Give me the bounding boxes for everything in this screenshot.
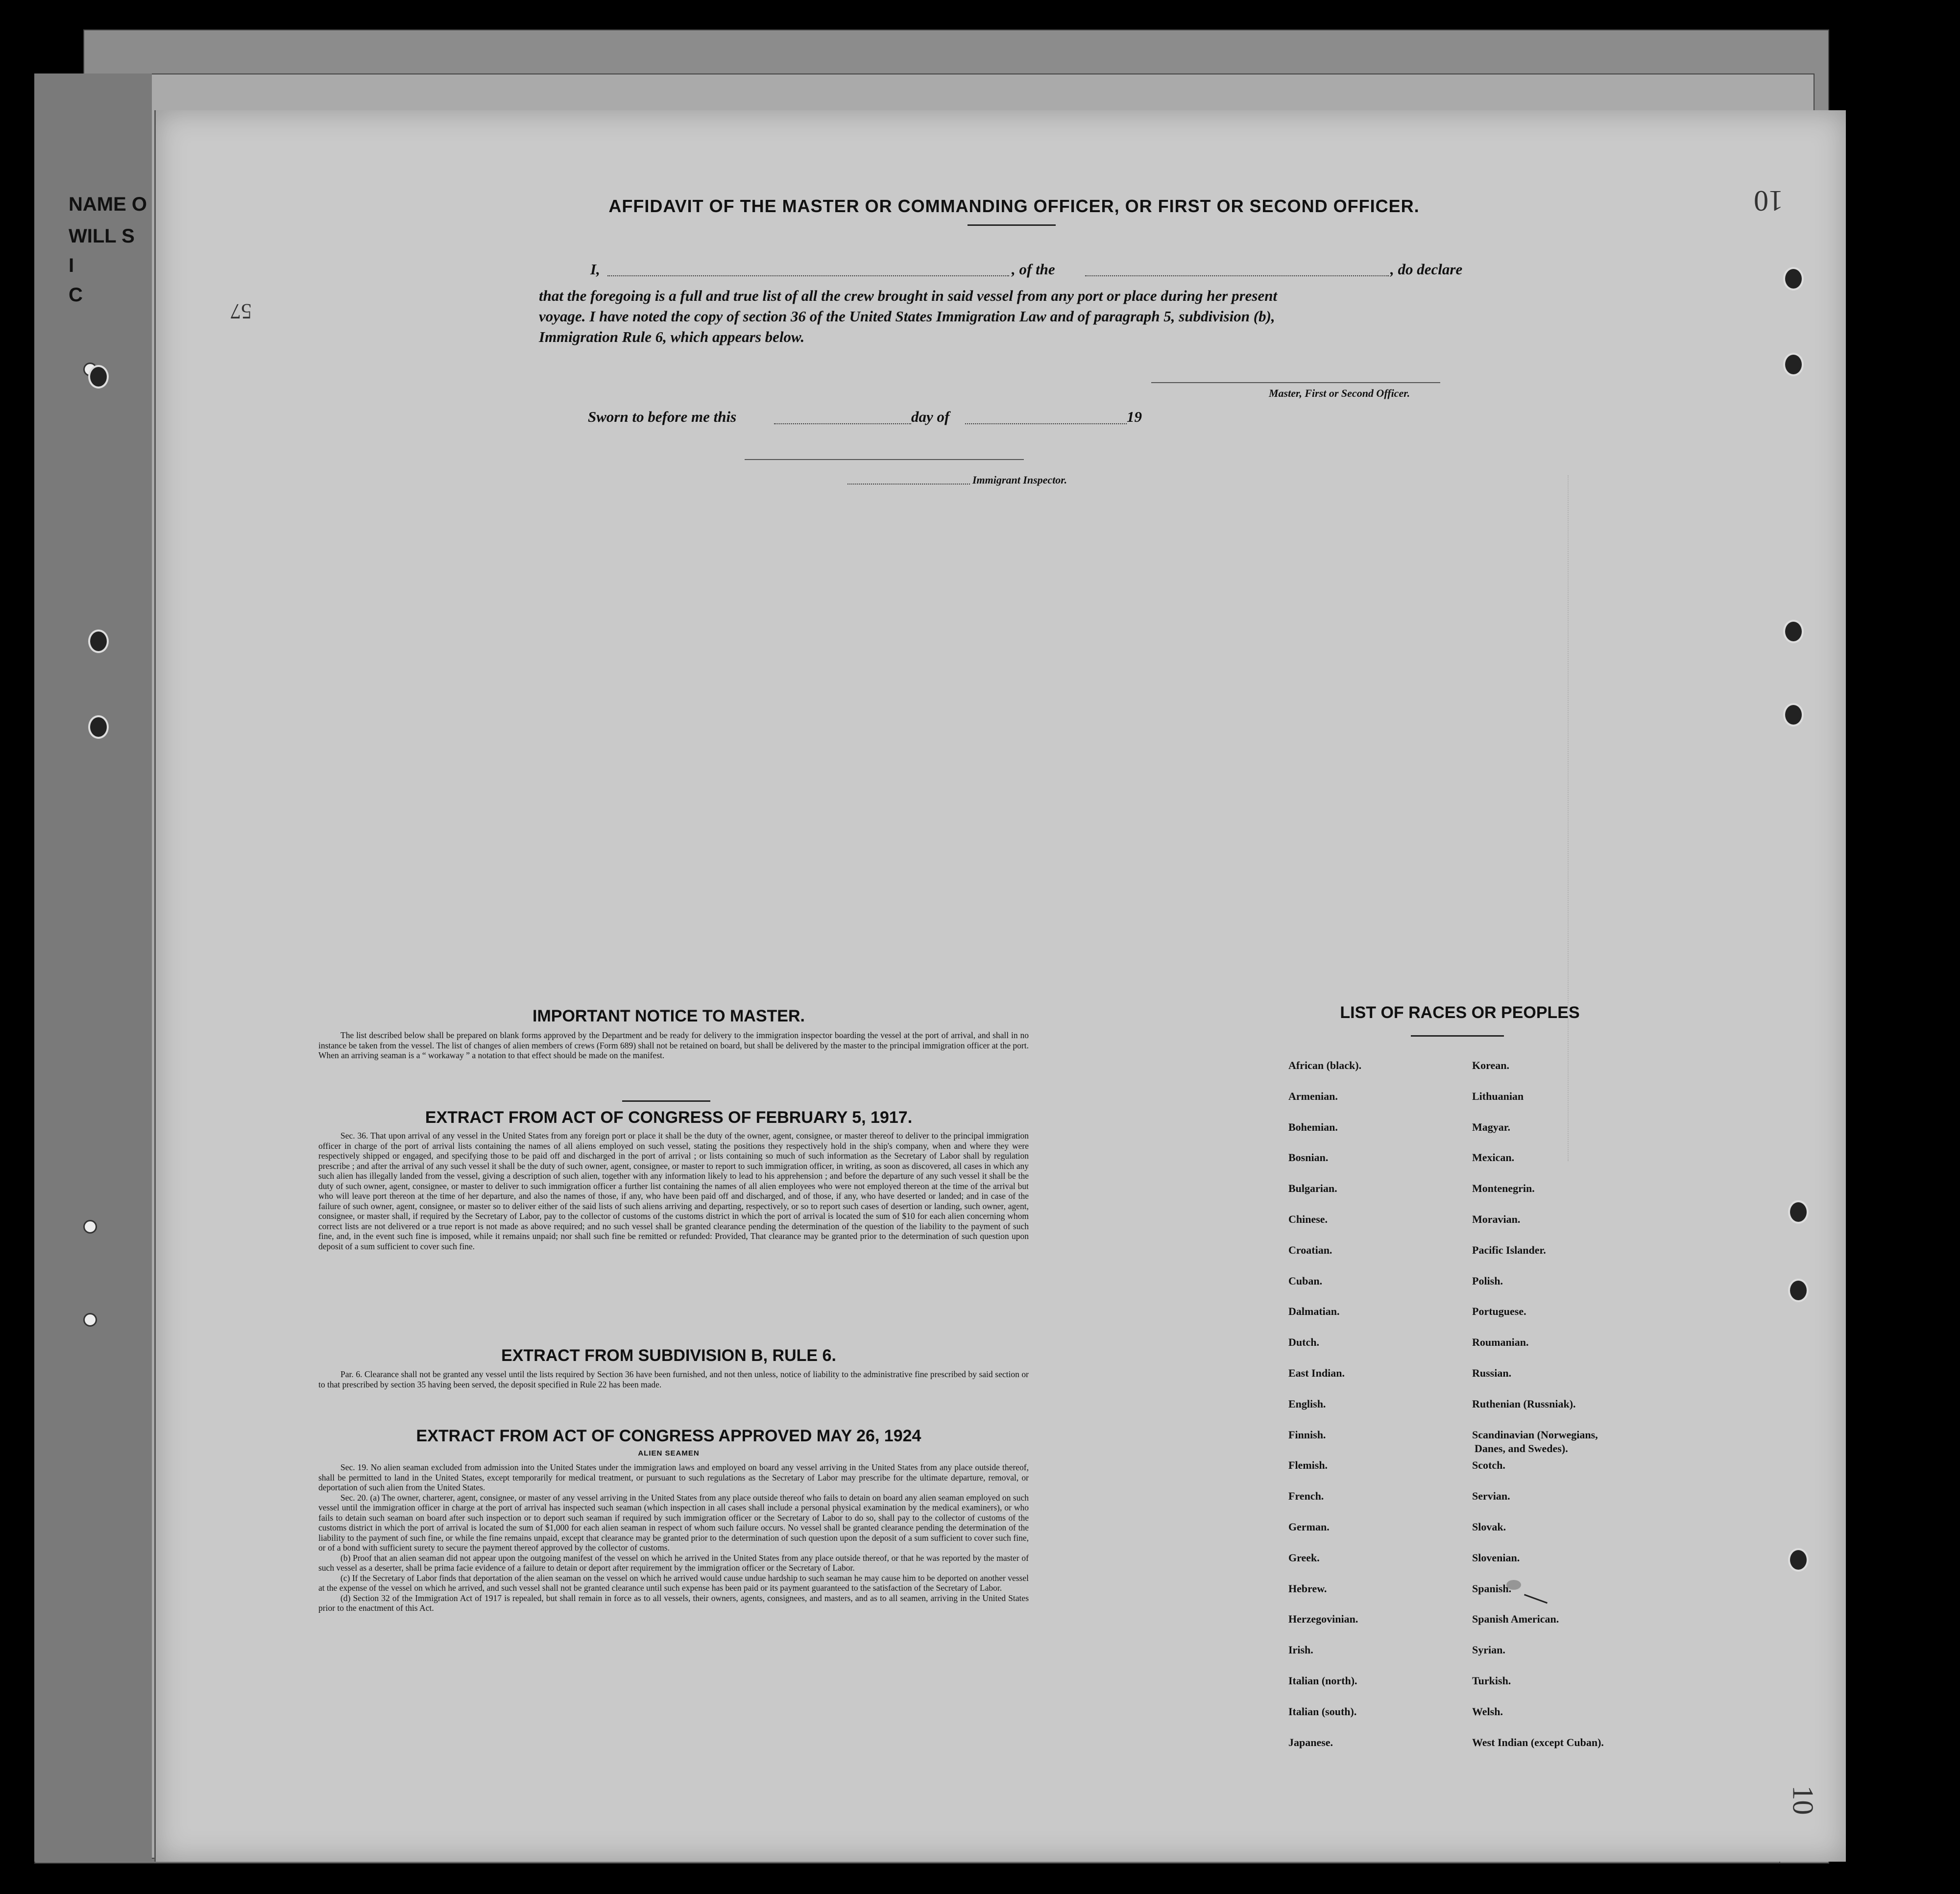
rule6-body: [318, 1369, 1029, 1389]
race-item: Magyar.: [1472, 1121, 1511, 1133]
race-item: Bosnian.: [1288, 1151, 1329, 1164]
side-number: 57: [230, 299, 252, 323]
bleed-through: [1568, 475, 1765, 1161]
race-item: Lithuanian: [1472, 1090, 1524, 1102]
inspector-caption: Immigrant Inspector.: [972, 474, 1067, 486]
race-item: Chinese.: [1288, 1213, 1328, 1225]
inspector-rule: [745, 458, 1024, 460]
section-rule: [622, 1100, 710, 1102]
race-item: Herzegovinian.: [1288, 1613, 1358, 1625]
race-item: Spanish.: [1472, 1582, 1512, 1595]
day-of-label: day of: [911, 408, 950, 425]
race-item: Bohemian.: [1288, 1121, 1338, 1133]
i-label: I,: [590, 261, 600, 278]
extract-1917-title: EXTRACT FROM ACT OF CONGRESS OF FEBRUARY 5, 1917.: [425, 1108, 913, 1127]
sec20b-text: (b) Proof that an alien seaman did not appear upon the outgoing manifest of the vessel on which he arrived in the United States from any place outside thereof, or that he was reported by the master of such vessel as a deserter, shall be prima facie evidence of a failure to detain or deport after requirement by the immigration officer or the Secretary of Labor.: [318, 1553, 1029, 1573]
rule6-text: Par. 6. Clearance shall not be granted any vessel until the lists required by Section 36 have been furnished, and not then unless, notice of liability to the administrative fine prescribed by said section or to that prescribed by section 35 having been served, the deposit specified in Rule 22 has been made.: [318, 1369, 1029, 1389]
race-item: Servian.: [1472, 1490, 1510, 1502]
race-item: Scandinavian (Norwegians,: [1472, 1429, 1598, 1441]
binder-hole: [1783, 267, 1804, 291]
race-item: African (black).: [1288, 1059, 1362, 1071]
affidavit-line-3: Immigration Rule 6, which appears below.: [539, 328, 805, 345]
extract-1924-title: EXTRACT FROM ACT OF CONGRESS APPROVED MAY 26, 1924: [416, 1427, 921, 1445]
sec20a-text: Sec. 20. (a) The owner, charterer, agent, consignee, or master of any vessel arriving in the United States from any place outside thereof who fails to detain on board any alien seaman employed on such vessel until the immigration officer in charge at the port of arrival has inspected such seaman (which inspection in all cases shall include a personal physical examination by the medical examiners), or who fails to detain such seaman on board after such inspection or to deport such seaman if required by such immigration officer or the Secretary of Labor to do so, shall pay to the collector of customs of the customs district in which the port of arrival is located the sum of $1,000 for each alien seaman in respect of whom such failure occurs. No vessel shall be granted clearance pending the determination of the liability to the payment of such fine, or while the fine remains unpaid, except that clearance may be granted prior to the determination of such question upon the deposit of a sum sufficient to cover such fine, or of a bond with sufficient surety to secure the payment thereof approved by the collector of customs.: [318, 1492, 1029, 1553]
race-item: East Indian.: [1288, 1367, 1345, 1379]
race-item: Irish.: [1288, 1644, 1313, 1656]
race-item: German.: [1288, 1521, 1330, 1533]
race-item: Cuban.: [1288, 1275, 1323, 1287]
race-item: Slovenian.: [1472, 1552, 1520, 1564]
stub-text: C: [69, 284, 83, 306]
binder-hole: [88, 715, 109, 739]
binder-hole: [1788, 1200, 1809, 1224]
race-item: Dalmatian.: [1288, 1305, 1340, 1317]
ink-smudge: [1506, 1580, 1521, 1590]
stub-text: NAME O: [69, 194, 147, 215]
inspector-signature-line[interactable]: [847, 483, 970, 485]
affidavit-line-2: voyage. I have noted the copy of section 36 of the United States Immigration Law and of paragraph 5, subdivision (b),: [539, 308, 1275, 325]
race-item: Slovak.: [1472, 1521, 1506, 1533]
race-item: Finnish.: [1288, 1429, 1326, 1441]
extract-1924-body: [318, 1462, 1029, 1613]
binder-hole: [88, 630, 109, 653]
race-item: Polish.: [1472, 1275, 1503, 1287]
races-title: LIST OF RACES OR PEOPLES: [1340, 1003, 1580, 1022]
race-item: Korean.: [1472, 1059, 1509, 1071]
extract-1917-body: [318, 1131, 1029, 1251]
affidavit-line-1: that the foregoing is a full and true list of all the crew brought in said vessel from any port or place during her present: [539, 287, 1278, 304]
race-item: Moravian.: [1472, 1213, 1521, 1225]
race-item: Welsh.: [1472, 1705, 1503, 1718]
month-blank[interactable]: [965, 422, 1127, 424]
race-item: Russian.: [1472, 1367, 1512, 1379]
races-rule: [1411, 1035, 1504, 1037]
race-item: Turkish.: [1472, 1675, 1511, 1687]
binder-hole: [83, 1313, 97, 1327]
race-item: Syrian.: [1472, 1644, 1505, 1656]
race-item: English.: [1288, 1398, 1326, 1410]
page-number: 10: [1754, 185, 1783, 217]
declare-label: , do declare: [1390, 261, 1463, 278]
race-item: Montenegrin.: [1472, 1182, 1535, 1194]
race-item: Italian (south).: [1288, 1705, 1357, 1718]
race-item: Pacific Islander.: [1472, 1244, 1546, 1256]
extract-1917-text: Sec. 36. That upon arrival of any vessel in the United States from any foreign port or place it shall be the duty of the owner, agent, consignee, or master thereof to deliver to the principal immigration officer in charge of the port of arrival lists containing the names of all aliens employed on such vessel, stating the positions they respectively hold in the ship's company, when and where they were respectively shipped or engaged, and specifying those to be paid off and discharged in the port of arrival ; or lists containing so much of such information as the Secretary of Labor shall by regulation prescribe ; and after the arrival of any such vessel it shall be the duty of such owner, agent, consignee, or master to report to such immigration officer, in writing, as soon as discovered, all cases in which any such alien has illegally landed from the vessel, giving a description of such alien, together with any information likely to lead to his apprehension ; and before the departure of any such vessel it shall be the duty of such owner, agent, consignee, or master to deliver to such immigration officer a further list containing the names of all alien employees who were not employed thereon at the time of the arrival but who will leave port thereon at the time of her departure, and also the names of those, if any, who have been paid off and discharged, and of those, if any, who have deserted or landed; and in case of the failure of such owner, agent, consignee, or master so to deliver either of the said lists of such aliens arriving and departing, respectively, or so to report such cases of desertion or landing, such owner, agent, consignee, or master shall, if required by the Secretary of Labor, pay to the collector of customs of the customs district in which the port of arrival is located the sum of $10 for each alien concerning whom correct lists are not delivered or a true report is not made as above required; and no such vessel shall be granted clearance pending the determination of the question of the liability to the payment of such fine, and, in the event such fine is imposed, while it remains unpaid; nor shall such fine be remitted or refunded: Provided, That clearance may be granted prior to the determination of such question upon deposit of a sum sufficient to cover such fine.: [318, 1131, 1029, 1251]
race-item: Italian (north).: [1288, 1675, 1357, 1687]
binder-hole: [1788, 1279, 1809, 1302]
sec20c-text: (c) If the Secretary of Labor finds that deportation of the alien seaman on the vessel on which he arrived would cause undue hardship to such seaman he may cause him to be deported on another vessel at the expense of the vessel on which he arrived, and such vessel shall not be granted clearance until such expense has been paid or its payment guaranteed to the satisfaction of the Secretary of Labor.: [318, 1573, 1029, 1593]
race-item: Dutch.: [1288, 1336, 1319, 1348]
day-blank[interactable]: [774, 422, 911, 424]
race-item: Armenian.: [1288, 1090, 1338, 1102]
sec20d-text: (d) Section 32 of the Immigration Act of 1917 is repealed, but shall remain in force as to all vessels, their owners, agents, consignees, and masters, and as to all seamen, arriving in the United States prior to the enactment of this Act.: [318, 1593, 1029, 1613]
race-item: French.: [1288, 1490, 1324, 1502]
race-item: Hebrew.: [1288, 1582, 1327, 1595]
title-rule: [968, 224, 1056, 226]
left-page-stub: [34, 73, 152, 1862]
notice-body: [318, 1030, 1029, 1061]
signature-caption: Master, First or Second Officer.: [1269, 387, 1410, 399]
binder-hole: [1788, 1548, 1809, 1572]
race-item: Portuguese.: [1472, 1305, 1526, 1317]
race-item: Spanish American.: [1472, 1613, 1559, 1625]
notice-text: The list described below shall be prepared on blank forms approved by the Department and be ready for delivery to the immigration inspector boarding the vessel at the port of arrival, and shall in no instance be taken from the vessel. The list of changes of alien members of crews (Form 689) shall not be retained on board, but shall be delivered by the master to the principal immigration officer at the port. When an arriving seaman is a “ workaway ” a notation to that effect should be made on the manifest.: [318, 1030, 1029, 1060]
race-item: Ruthenian (Russniak).: [1472, 1398, 1576, 1410]
stub-text: I: [69, 255, 74, 276]
sec19-text: Sec. 19. No alien seaman excluded from admission into the United States under the immigration laws and employed on board any vessel arriving in the United States from any place outside thereof, shall be permitted to land in the United States, except temporarily for medical treatment, or pursuant to such regulations as the Secretary of Labor may prescribe for the ultimate departure, removal, or deportation of such alien from the United States.: [318, 1462, 1029, 1492]
race-item: Greek.: [1288, 1552, 1320, 1564]
race-item: Scotch.: [1472, 1459, 1505, 1471]
binder-hole: [1783, 620, 1804, 643]
rule6-title: EXTRACT FROM SUBDIVISION B, RULE 6.: [501, 1346, 836, 1365]
stub-text: WILL S: [69, 225, 135, 247]
race-item: Croatian.: [1288, 1244, 1332, 1256]
race-item: Japanese.: [1288, 1736, 1333, 1748]
of-the-label: , of the: [1012, 261, 1055, 278]
notice-title: IMPORTANT NOTICE TO MASTER.: [532, 1007, 805, 1025]
binder-hole: [1783, 703, 1804, 727]
page-number: 10: [1787, 1785, 1819, 1815]
race-item: Mexican.: [1472, 1151, 1515, 1164]
sworn-label: Sworn to before me this: [588, 408, 737, 425]
extract-1924-subtitle: ALIEN SEAMEN: [638, 1449, 700, 1457]
binder-hole: [88, 365, 109, 389]
race-item: West Indian (except Cuban).: [1472, 1736, 1604, 1748]
race-item-continuation: Danes, and Swedes).: [1475, 1442, 1568, 1455]
binder-hole: [1783, 353, 1804, 376]
master-signature-line[interactable]: [1151, 381, 1440, 383]
race-item: Roumanian.: [1472, 1336, 1529, 1348]
year-label: 19: [1127, 408, 1142, 425]
binder-hole: [83, 1220, 97, 1234]
race-item: Bulgarian.: [1288, 1182, 1337, 1194]
name-blank[interactable]: [607, 274, 1009, 276]
race-item: Flemish.: [1288, 1459, 1328, 1471]
affidavit-title: AFFIDAVIT OF THE MASTER OR COMMANDING OFFICER, OR FIRST OR SECOND OFFICER.: [608, 196, 1420, 216]
vessel-blank[interactable]: [1085, 274, 1389, 276]
